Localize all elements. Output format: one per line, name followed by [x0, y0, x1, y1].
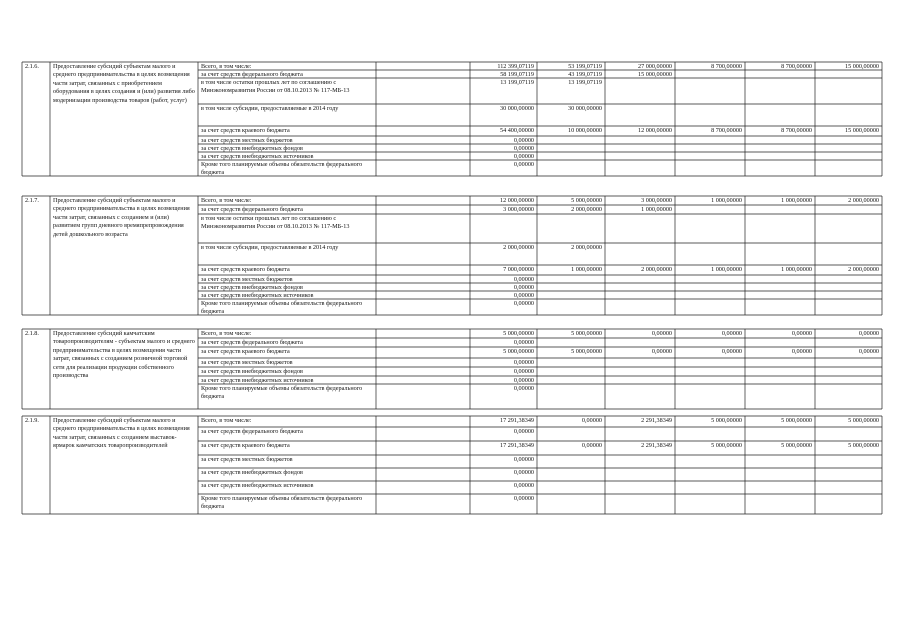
row-label: Всего, в том числе: — [201, 197, 252, 204]
amount-cell — [816, 244, 881, 253]
amount-cell: 0,00000 — [513, 495, 534, 502]
amount-cell: 15 000,00000 — [844, 127, 879, 134]
amount-cell: 3 000,00000 — [503, 206, 534, 213]
amount-cell — [538, 368, 604, 377]
amount-cell — [538, 339, 604, 348]
amount-cell — [816, 385, 881, 394]
amount-cell — [606, 79, 674, 88]
amount-cell — [606, 368, 674, 377]
amount-cell: 0,00000 — [513, 284, 534, 291]
row-label: за счет средств федерального бюджета — [201, 428, 303, 435]
row-label: Кроме того планируемые объемы обязательств федерального бюджета — [201, 385, 363, 401]
amount-cell — [676, 215, 744, 224]
amount-cell — [606, 244, 674, 253]
row-label: в том числе остатки прошлых лет по соглашению с Минэкономразвития России от 08.10.2013 № 117-МБ-13 — [201, 215, 350, 231]
amount-cell — [538, 359, 604, 368]
amount-cell: 8 700,00000 — [781, 63, 812, 70]
amount-cell — [538, 469, 604, 478]
amount-cell — [746, 456, 814, 465]
amount-cell: 2 291,38349 — [641, 417, 672, 424]
amount-cell — [746, 161, 814, 170]
amount-cell — [676, 161, 744, 170]
amount-cell: 5 000,00000 — [571, 330, 602, 337]
amount-cell — [746, 206, 814, 215]
amount-cell: 5 000,00000 — [503, 348, 534, 355]
amount-cell: 5 000,00000 — [848, 442, 879, 449]
amount-cell — [606, 385, 674, 394]
amount-cell — [746, 428, 814, 437]
amount-cell: 0,00000 — [513, 456, 534, 463]
amount-cell — [538, 428, 604, 437]
amount-cell — [606, 215, 674, 224]
amount-cell — [746, 105, 814, 114]
amount-cell: 15 000,00000 — [637, 71, 672, 78]
amount-cell — [816, 105, 881, 114]
amount-cell: 5 000,00000 — [571, 197, 602, 204]
row-label: за счет средств внебюджетных фондов — [201, 469, 303, 476]
amount-cell: 1 000,00000 — [571, 266, 602, 273]
section-description: Предоставление субсидий субъектам малого и среднего предпринимательства в целях возмещения части затрат, связанных с созданием и (или) развитием групп дневного времяпрепровождения детей дошкольного возраста — [53, 197, 190, 238]
amount-cell — [538, 482, 604, 491]
amount-cell: 0,00000 — [858, 348, 879, 355]
amount-cell — [538, 161, 604, 170]
row-label: за счет средств внебюджетных источников — [201, 377, 314, 384]
amount-cell — [676, 244, 744, 253]
section-description: Предоставление субсидий камчатским товаропроизводителям - субъектам малого и среднего предпринимательства в целях возмещения части затрат, связанных с созданием розничной торговой сети для реализации продукции собственного производства — [53, 330, 195, 380]
amount-cell — [816, 456, 881, 465]
amount-cell — [606, 359, 674, 368]
amount-cell: 10 000,00000 — [567, 127, 602, 134]
amount-cell: 0,00000 — [581, 417, 602, 424]
row-label: за счет средств внебюджетных фондов — [201, 368, 303, 375]
amount-cell: 0,00000 — [513, 368, 534, 375]
amount-cell — [676, 79, 744, 88]
amount-cell — [676, 456, 744, 465]
section-description: Предоставление субсидий субъектам малого и среднего предпринимательства в целях возмещения части затрат, связанных с созданием выставок-ярмарок камчатских товаропроизводителей — [53, 417, 190, 450]
amount-cell: 0,00000 — [513, 428, 534, 435]
row-label: за счет средств краевого бюджета — [201, 348, 290, 355]
amount-cell: 0,00000 — [513, 339, 534, 346]
amount-cell: 0,00000 — [513, 137, 534, 144]
amount-cell: 2 000,00000 — [641, 266, 672, 273]
amount-cell: 3 000,00000 — [641, 197, 672, 204]
amount-cell — [746, 368, 814, 377]
row-label: за счет средств федерального бюджета — [201, 206, 303, 213]
amount-cell: 2 291,38349 — [641, 442, 672, 449]
row-label: за счет средств местных бюджетов — [201, 359, 293, 366]
amount-cell — [746, 482, 814, 491]
amount-cell — [816, 215, 881, 224]
amount-cell: 0,00000 — [581, 442, 602, 449]
row-label: за счет средств краевого бюджета — [201, 266, 290, 273]
amount-cell — [746, 495, 814, 504]
amount-cell: 0,00000 — [721, 330, 742, 337]
amount-cell — [746, 79, 814, 88]
amount-cell: 0,00000 — [513, 161, 534, 168]
row-label: Всего, в том числе: — [201, 63, 252, 70]
amount-cell: 5 000,00000 — [503, 330, 534, 337]
amount-cell: 43 199,07119 — [568, 71, 602, 78]
amount-cell: 17 291,38349 — [499, 442, 534, 449]
amount-cell — [676, 482, 744, 491]
amount-cell: 0,00000 — [513, 292, 534, 299]
amount-cell — [606, 495, 674, 504]
amount-cell: 12 000,00000 — [499, 197, 534, 204]
amount-cell: 0,00000 — [858, 330, 879, 337]
amount-cell: 1 000,00000 — [781, 197, 812, 204]
amount-cell — [746, 469, 814, 478]
amount-cell: 0,00000 — [513, 377, 534, 384]
amount-cell — [606, 456, 674, 465]
row-label: Кроме того планируемые объемы обязательств федерального бюджета — [201, 300, 363, 315]
amount-cell — [816, 79, 881, 88]
amount-cell: 12 000,00000 — [637, 127, 672, 134]
row-label: за счет средств краевого бюджета — [201, 442, 290, 449]
row-label: за счет средств внебюджетных источников — [201, 153, 314, 160]
amount-cell: 13 199,07119 — [500, 79, 534, 86]
amount-cell: 0,00000 — [791, 348, 812, 355]
amount-cell — [606, 428, 674, 437]
amount-cell: 1 000,00000 — [711, 266, 742, 273]
section-number: 2.1.6. — [25, 63, 39, 70]
amount-cell: 1 000,00000 — [711, 197, 742, 204]
amount-cell: 5 000,00000 — [711, 442, 742, 449]
amount-cell — [816, 359, 881, 368]
amount-cell — [471, 215, 536, 224]
amount-cell — [538, 300, 604, 309]
row-label: за счет средств местных бюджетов — [201, 276, 293, 283]
amount-cell: 2 000,00000 — [848, 266, 879, 273]
amount-cell — [676, 339, 744, 348]
amount-cell: 0,00000 — [513, 359, 534, 366]
amount-cell: 112 399,07119 — [497, 63, 534, 70]
amount-cell — [816, 428, 881, 437]
amount-cell — [538, 495, 604, 504]
amount-cell — [816, 161, 881, 170]
amount-cell — [606, 482, 674, 491]
amount-cell — [676, 368, 744, 377]
amount-cell: 2 000,00000 — [503, 244, 534, 251]
row-label: Кроме того планируемые объемы обязательств федерального бюджета — [201, 495, 363, 511]
amount-cell: 8 700,00000 — [711, 63, 742, 70]
amount-cell: 2 000,00000 — [848, 197, 879, 204]
amount-cell — [816, 482, 881, 491]
amount-cell — [816, 368, 881, 377]
amount-cell: 0,00000 — [513, 385, 534, 392]
row-label: за счет средств местных бюджетов — [201, 456, 293, 463]
amount-cell: 58 199,07119 — [500, 71, 534, 78]
amount-cell: 1 000,00000 — [781, 266, 812, 273]
amount-cell — [676, 359, 744, 368]
amount-cell: 13 199,07119 — [568, 79, 602, 86]
amount-cell: 27 000,00000 — [637, 63, 672, 70]
amount-cell — [606, 161, 674, 170]
amount-cell: 0,00000 — [513, 469, 534, 476]
amount-cell — [676, 105, 744, 114]
amount-cell: 0,00000 — [791, 330, 812, 337]
amount-cell: 0,00000 — [513, 276, 534, 283]
amount-cell: 0,00000 — [651, 330, 672, 337]
amount-cell — [746, 215, 814, 224]
row-label: в том числе остатки прошлых лет по соглашению с Минэкономразвития России от 08.10.2013 № 117-МБ-13 — [201, 79, 350, 95]
amount-cell — [746, 359, 814, 368]
row-label: за счет средств краевого бюджета — [201, 127, 290, 134]
amount-cell — [746, 244, 814, 253]
amount-cell — [816, 206, 881, 215]
amount-cell: 5 000,00000 — [781, 442, 812, 449]
row-label: за счет средств федерального бюджета — [201, 71, 303, 78]
amount-cell: 30 000,00000 — [499, 105, 534, 112]
row-label: в том числе субсидии, предоставляемые в 2014 году — [201, 105, 339, 112]
row-label: за счет средств внебюджетных источников — [201, 482, 314, 489]
amount-cell: 30 000,00000 — [567, 105, 602, 112]
amount-cell: 8 700,00000 — [781, 127, 812, 134]
row-label: за счет средств внебюджетных фондов — [201, 145, 303, 152]
amount-cell: 17 291,38349 — [499, 417, 534, 424]
amount-cell — [606, 339, 674, 348]
amount-cell — [676, 300, 744, 309]
amount-cell — [746, 339, 814, 348]
amount-cell — [676, 385, 744, 394]
row-label: Всего, в том числе: — [201, 417, 252, 424]
amount-cell: 54 400,00000 — [499, 127, 534, 134]
amount-cell — [606, 105, 674, 114]
amount-cell: 5 000,00000 — [848, 417, 879, 424]
amount-cell: 0,00000 — [513, 482, 534, 489]
amount-cell — [676, 206, 744, 215]
amount-cell: 53 199,07119 — [568, 63, 602, 70]
amount-cell — [816, 339, 881, 348]
amount-cell: 5 000,00000 — [781, 417, 812, 424]
amount-cell: 0,00000 — [721, 348, 742, 355]
amount-cell — [746, 300, 814, 309]
amount-cell — [538, 456, 604, 465]
amount-cell: 0,00000 — [651, 348, 672, 355]
row-label: Кроме того планируемые объемы обязательств федерального бюджета — [201, 161, 363, 176]
amount-cell — [746, 385, 814, 394]
amount-cell — [606, 469, 674, 478]
amount-cell: 5 000,00000 — [711, 417, 742, 424]
amount-cell — [606, 300, 674, 309]
amount-cell — [538, 215, 604, 224]
section-number: 2.1.7. — [25, 197, 39, 204]
row-label: за счет средств местных бюджетов — [201, 137, 293, 144]
row-label: в том числе субсидии, предоставляемые в 2014 году — [201, 244, 339, 251]
amount-cell — [676, 495, 744, 504]
row-label: за счет средств внебюджетных фондов — [201, 284, 303, 291]
row-label: за счет средств федерального бюджета — [201, 339, 303, 346]
amount-cell: 0,00000 — [513, 300, 534, 307]
amount-cell: 5 000,00000 — [571, 348, 602, 355]
amount-cell: 7 000,00000 — [503, 266, 534, 273]
amount-cell — [816, 300, 881, 309]
row-label: Всего, в том числе: — [201, 330, 252, 337]
amount-cell — [676, 469, 744, 478]
amount-cell: 15 000,00000 — [844, 63, 879, 70]
amount-cell — [538, 385, 604, 394]
section-number: 2.1.8. — [25, 330, 39, 337]
amount-cell: 0,00000 — [513, 153, 534, 160]
amount-cell — [676, 428, 744, 437]
amount-cell: 2 000,00000 — [571, 206, 602, 213]
section-description: Предоставление субсидий субъектам малого и среднего предпринимательства в целях возмещения части затрат, связанных с приобретением оборудования в целях создания и (или) развития либо модернизации производства товаров (работ, услуг) — [53, 63, 195, 104]
row-label: за счет средств внебюджетных источников — [201, 292, 314, 299]
amount-cell: 1 000,00000 — [641, 206, 672, 213]
amount-cell: 0,00000 — [513, 145, 534, 152]
amount-cell: 2 000,00000 — [571, 244, 602, 251]
amount-cell — [816, 469, 881, 478]
amount-cell: 8 700,00000 — [711, 127, 742, 134]
amount-cell — [816, 495, 881, 504]
section-number: 2.1.9. — [25, 417, 39, 424]
